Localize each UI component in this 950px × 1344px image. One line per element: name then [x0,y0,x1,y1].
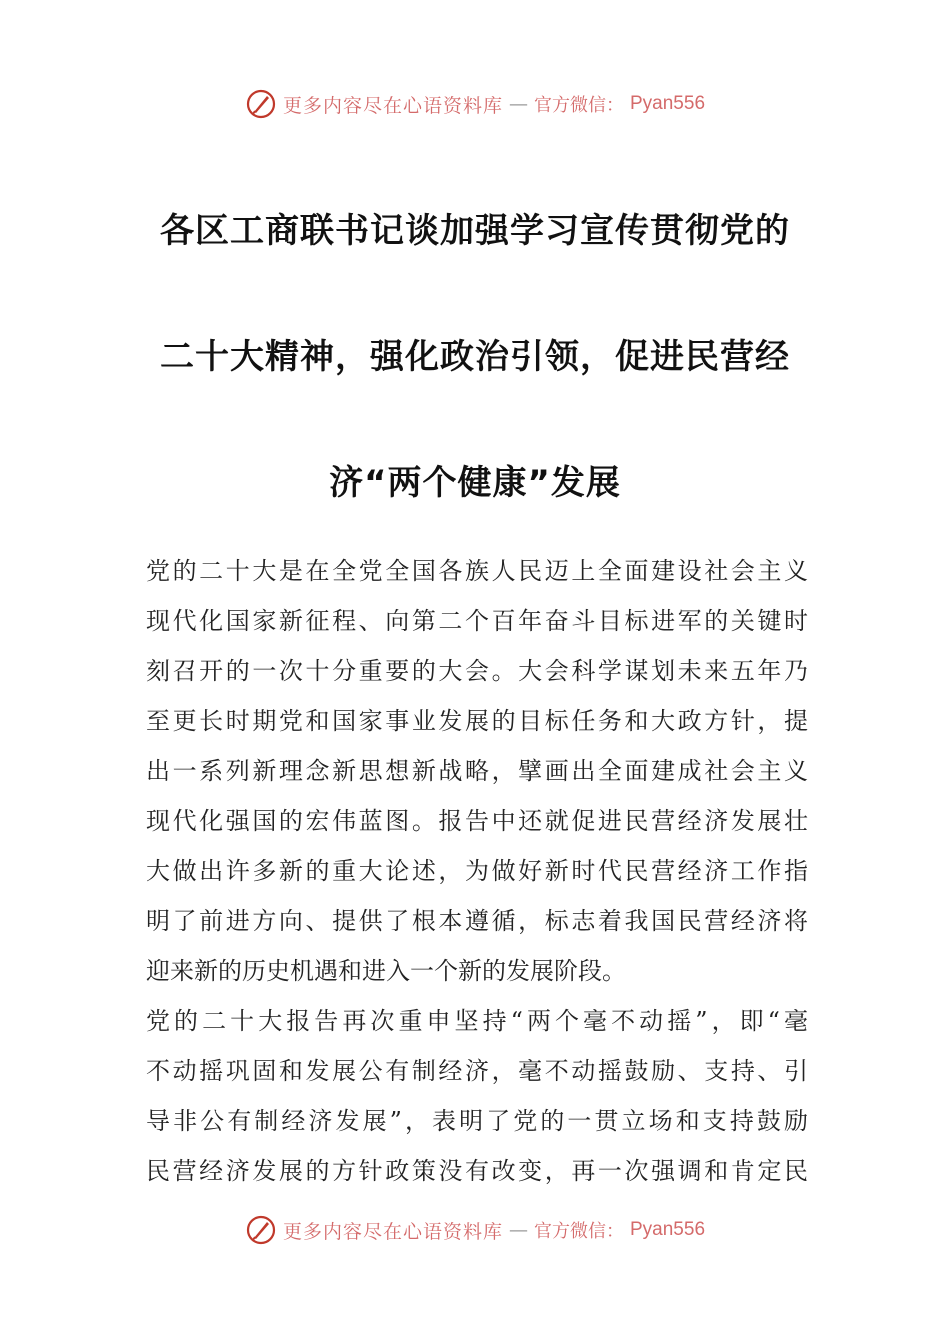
body-line: 大做出许多新的重大论述，为做好新时代民营经济工作指 [146,857,808,885]
body-line: 党的二十大报告再次重申坚持“两个毫不动摇”，即“毫 [146,1007,808,1035]
body-line: 导非公有制经济发展”，表明了党的一贯立场和支持鼓励 [146,1107,808,1135]
watermark-text: 更多内容尽在心语资料库 [282,1220,503,1243]
quill-logo-icon [245,1214,277,1246]
body-line: 刻召开的一次十分重要的大会。大会科学谋划未来五年乃 [146,657,808,685]
body-line: 现代化国家新征程、向第二个百年奋斗目标进军的关键时 [146,607,808,635]
body-line: 党的二十大是在全党全国各族人民迈上全面建设社会主义 [146,557,808,585]
watermark-wechat-id: Pyan556 [630,1219,706,1240]
document-title [140,168,810,546]
watermark-wechat-id: Pyan556 [630,93,706,114]
title-line: 各区工商联书记谈加强学习宣传贯彻党的 [160,211,790,251]
document-body [146,546,808,1196]
body-line: 迎来新的历史机遇和进入一个新的发展阶段。 [146,957,626,985]
watermark-text: 更多内容尽在心语资料库 [282,94,503,117]
quill-logo-icon [245,88,277,120]
watermark-label: 官方微信： [534,95,624,116]
watermark-separator: — [509,1219,528,1241]
body-line: 不动摇巩固和发展公有制经济，毫不动摇鼓励、支持、引 [146,1057,808,1085]
watermark-banner-bottom [0,1210,950,1250]
title-line: 二十大精神，强化政治引领，促进民营经 [160,337,790,377]
watermark-label: 官方微信： [534,1221,624,1242]
body-line: 现代化强国的宏伟蓝图。报告中还就促进民营经济发展壮 [146,807,808,835]
body-line: 明了前进方向、提供了根本遵循，标志着我国民营经济将 [146,907,808,935]
watermark-banner-top [0,84,950,124]
watermark-separator: — [509,93,528,115]
body-line: 至更长时期党和国家事业发展的目标任务和大政方针，提 [146,707,808,735]
body-line: 民营经济发展的方针政策没有改变，再一次强调和肯定民 [146,1157,808,1185]
body-line: 出一系列新理念新思想新战略，擘画出全面建成社会主义 [146,757,808,785]
title-line: 济“两个健康”发展 [329,463,621,503]
